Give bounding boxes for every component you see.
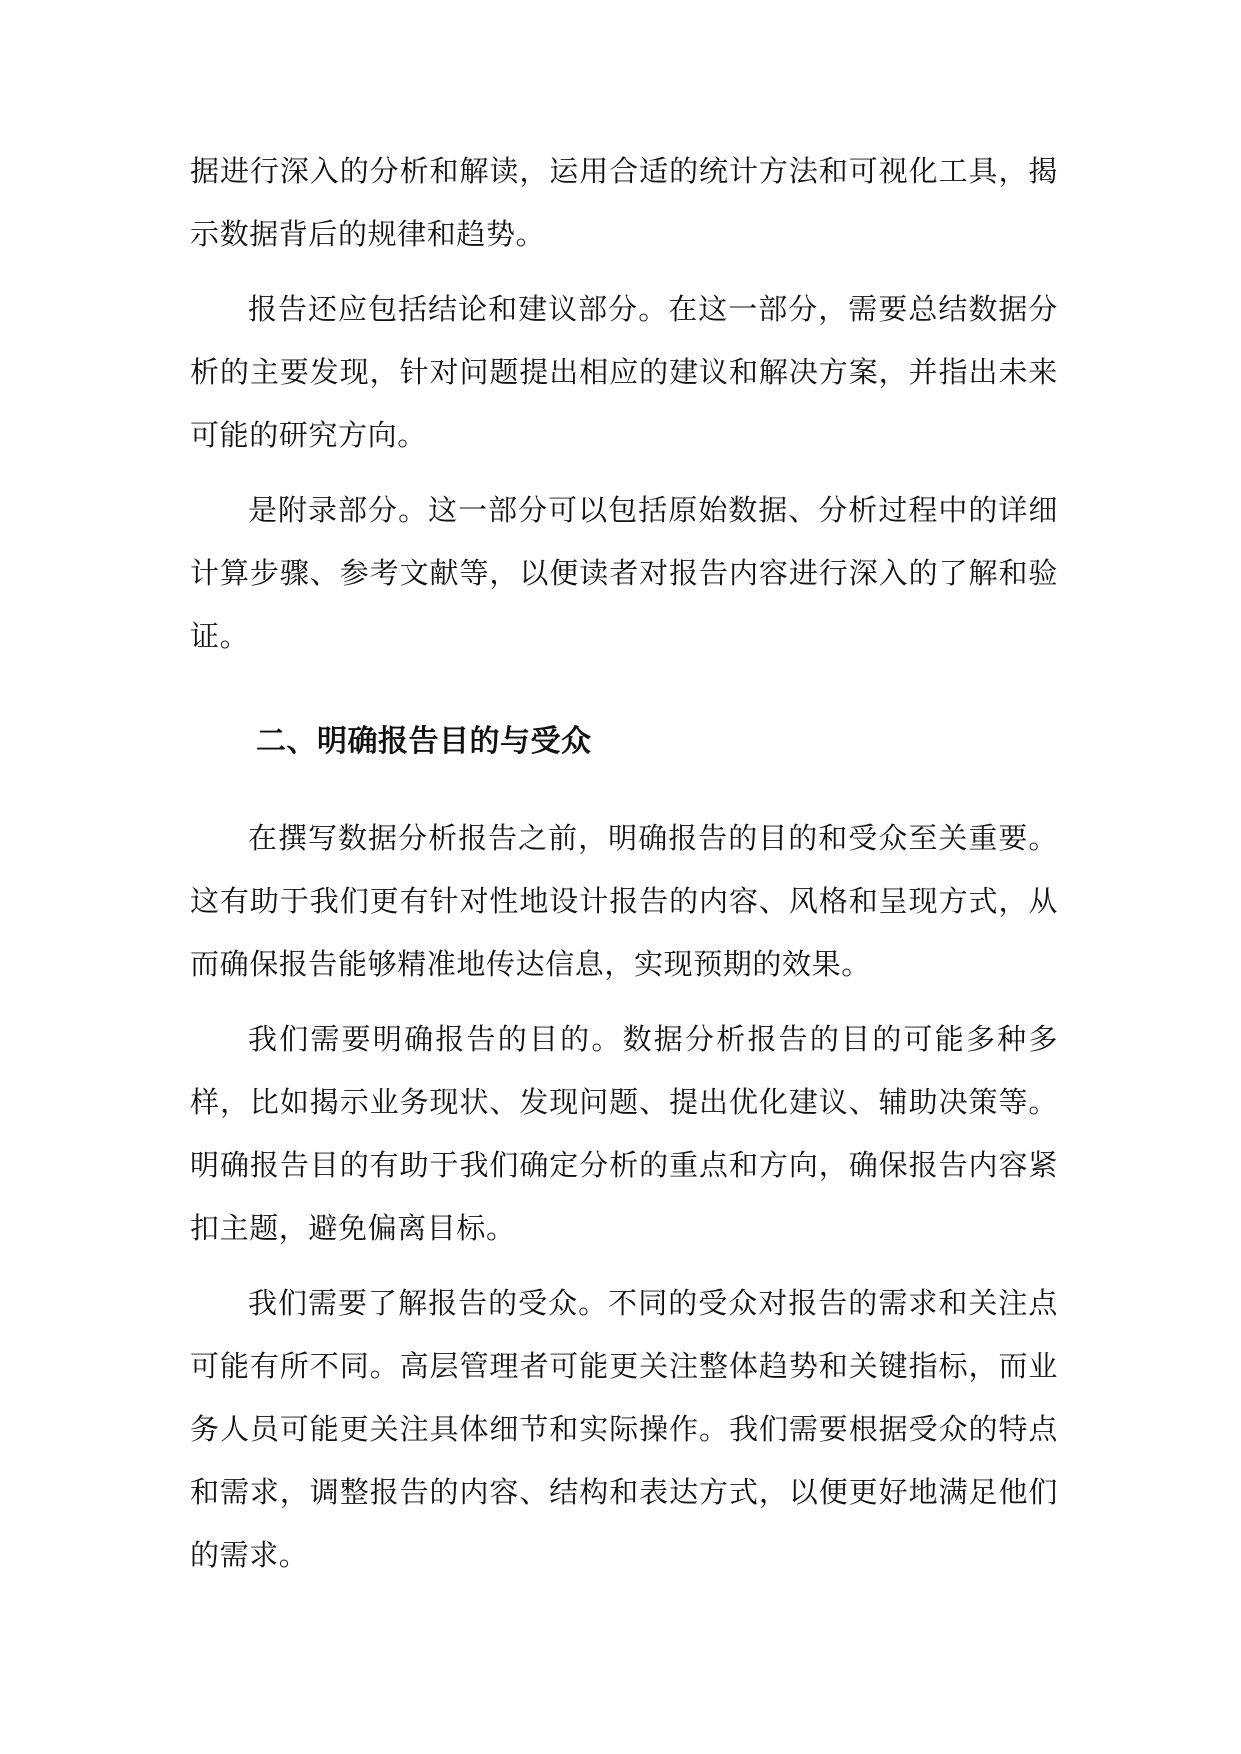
section-heading: 二、明确报告目的与受众 xyxy=(256,724,592,759)
paragraph-purpose-intro: 在撰写数据分析报告之前，明确报告的目的和受众至关重要。这有助于我们更有针对性地设计报告的内容、风格和呈现方式，从而确保报告能够精准地传达信息，实现预期的效果。 xyxy=(190,821,1058,981)
paragraph-report-purpose: 我们需要明确报告的目的。数据分析报告的目的可能多种多样，比如揭示业务现状、发现问题、提出优化建议、辅助决策等。明确报告目的有助于我们确定分析的重点和方向，确保报告内容紧扣主题，避免偏离目标。 xyxy=(190,1022,1058,1245)
paragraph-conclusions: 报告还应包括结论和建议部分。在这一部分，需要总结数据分析的主要发现，针对问题提出相应的建议和解决方案，并指出未来可能的研究方向。 xyxy=(190,292,1058,452)
paragraph-report-audience: 我们需要了解报告的受众。不同的受众对报告的需求和关注点可能有所不同。高层管理者可能更关注整体趋势和关键指标，而业务人员可能更关注具体细节和实际操作。我们需要根据受众的特点和需求，调整报告的内容、结构和表达方式，以便更好地满足他们的需求。 xyxy=(190,1286,1058,1572)
paragraph-appendix: 是附录部分。这一部分可以包括原始数据、分析过程中的详细计算步骤、参考文献等，以便读者对报告内容进行深入的了解和验证。 xyxy=(190,493,1058,653)
paragraph-continuation: 据进行深入的分析和解读，运用合适的统计方法和可视化工具，揭示数据背后的规律和趋势。 xyxy=(190,154,1058,251)
document-body xyxy=(190,140,1058,1599)
